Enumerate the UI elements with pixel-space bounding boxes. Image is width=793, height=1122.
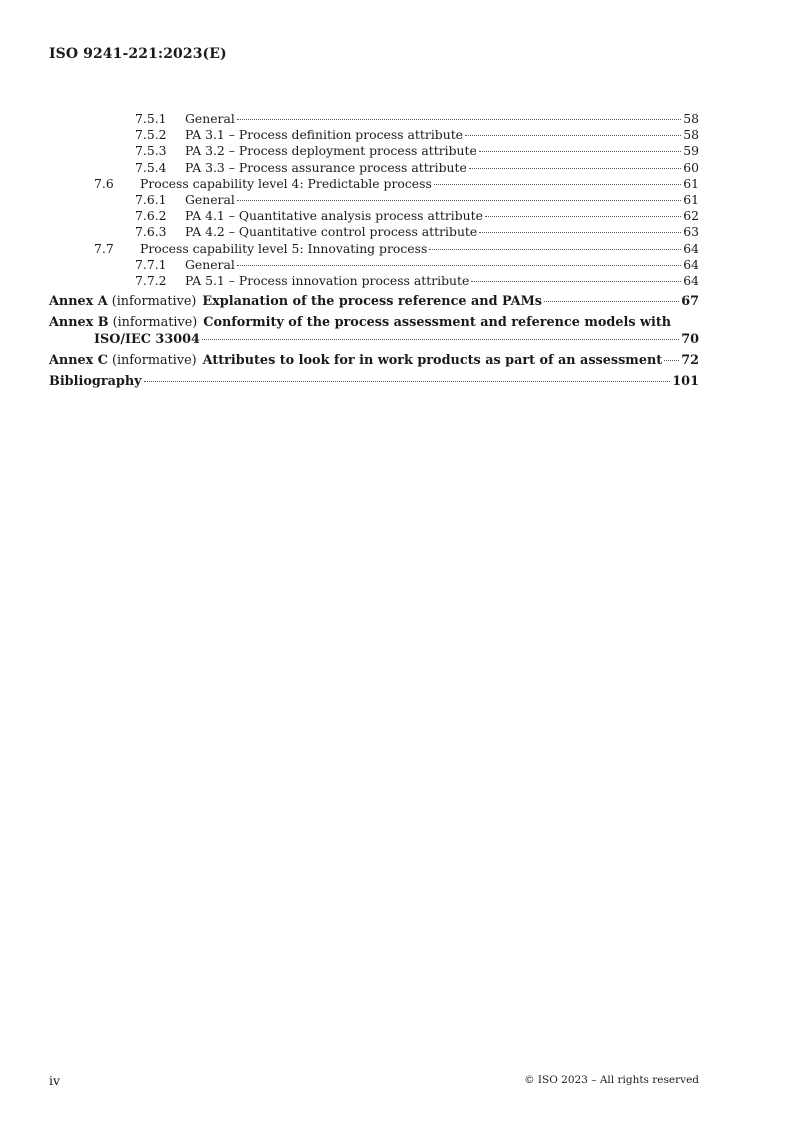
table-of-contents	[49, 111, 699, 390]
annex-type: (informative)	[111, 294, 197, 310]
toc-annex-c[interactable]	[49, 353, 699, 369]
toc-entry[interactable]	[49, 127, 699, 143]
dot-leader	[434, 184, 681, 185]
toc-entry[interactable]	[49, 192, 699, 208]
toc-entry-page: 62	[683, 208, 699, 224]
toc-entry-number: 7.7	[94, 240, 114, 256]
annex-page: 70	[681, 331, 699, 347]
toc-entry-page: 61	[683, 175, 699, 191]
dot-leader	[485, 216, 681, 217]
toc-entry-number: 7.7.1	[135, 256, 167, 272]
annex-page: 67	[681, 294, 699, 310]
dot-leader	[237, 119, 681, 120]
copyright-notice: © ISO 2023 – All rights reserved	[524, 1074, 699, 1086]
toc-annex-b[interactable]	[49, 315, 699, 347]
toc-entry-page: 58	[683, 127, 699, 143]
toc-entry[interactable]	[49, 111, 699, 127]
annex-page: 72	[681, 352, 699, 368]
toc-entry-title: PA 3.2 – Process deployment process attribute	[185, 143, 477, 159]
toc-entry-title: PA 4.1 – Quantitative analysis process attribute	[185, 208, 483, 224]
annex-type: (informative)	[112, 315, 198, 331]
toc-entry-page: 58	[683, 111, 699, 126]
toc-entry-title: PA 5.1 – Process innovation process attribute	[185, 273, 470, 289]
bibliography-page: 101	[672, 374, 699, 390]
toc-entry-number: 7.6.1	[135, 192, 167, 208]
toc-entry[interactable]	[49, 224, 699, 240]
toc-entry-page: 59	[683, 143, 699, 159]
dot-leader	[465, 135, 681, 136]
toc-entry-title: PA 4.2 – Quantitative control process attribute	[185, 224, 478, 240]
toc-entry-title: General	[185, 192, 235, 208]
toc-entry-number: 7.5.2	[135, 127, 167, 143]
dot-leader	[471, 281, 681, 282]
dot-leader	[544, 301, 679, 302]
bibliography-title: Bibliography	[49, 374, 142, 390]
dot-leader	[237, 200, 681, 201]
annex-label: Annex A	[49, 294, 108, 310]
page-number: iv	[49, 1073, 61, 1088]
dot-leader	[479, 151, 681, 152]
annex-label: Annex C	[49, 352, 108, 368]
toc-entry-title: Process capability level 5: Innovating process	[140, 240, 428, 256]
toc-entry-title: General	[185, 111, 235, 126]
toc-entry-title: Process capability level 4: Predictable process	[140, 175, 432, 191]
annex-label: Annex B	[49, 315, 109, 331]
toc-entry-number: 7.6.3	[135, 224, 167, 240]
toc-annex-a[interactable]	[49, 294, 699, 310]
annex-title-line1: Conformity of the process assessment and reference models with	[203, 315, 672, 331]
dot-leader	[664, 360, 679, 361]
toc-entry-page: 60	[683, 159, 699, 175]
toc-entry-title: PA 3.1 – Process definition process attribute	[185, 127, 464, 143]
toc-entry-page: 63	[683, 224, 699, 240]
annex-title-line2: ISO/IEC 33004	[94, 331, 200, 347]
toc-entry-number: 7.6.2	[135, 208, 167, 224]
toc-entry-title: PA 3.3 – Process assurance process attribute	[185, 159, 467, 175]
dot-leader	[202, 339, 679, 340]
toc-entry-page: 64	[683, 240, 699, 256]
toc-entry[interactable]	[49, 176, 699, 192]
toc-entry-number: 7.7.2	[135, 273, 167, 289]
toc-entry[interactable]	[49, 208, 699, 224]
dot-leader	[469, 168, 681, 169]
dot-leader	[479, 232, 681, 233]
toc-entry-page: 64	[683, 273, 699, 289]
dot-leader	[429, 249, 681, 250]
dot-leader	[237, 265, 681, 266]
toc-entry[interactable]	[49, 273, 699, 289]
document-identifier: ISO 9241-221:2023(E)	[49, 46, 227, 62]
annex-type: (informative)	[111, 352, 197, 368]
toc-entry[interactable]	[49, 241, 699, 257]
toc-entry-number: 7.6	[94, 175, 114, 191]
toc-entry-title: General	[185, 256, 235, 272]
annex-title: Explanation of the process reference and PAMs	[202, 294, 542, 310]
dot-leader	[144, 381, 671, 382]
toc-entry[interactable]	[49, 143, 699, 159]
toc-entry-number: 7.5.3	[135, 143, 167, 159]
toc-entry-page: 61	[683, 192, 699, 208]
toc-bibliography[interactable]	[49, 374, 699, 390]
toc-entry[interactable]	[49, 257, 699, 273]
toc-entry-page: 64	[683, 256, 699, 272]
toc-entry-number: 7.5.4	[135, 159, 167, 175]
annex-title: Attributes to look for in work products as part of an assessment	[202, 352, 663, 368]
toc-entry-number: 7.5.1	[135, 111, 167, 126]
toc-entry[interactable]	[49, 160, 699, 176]
